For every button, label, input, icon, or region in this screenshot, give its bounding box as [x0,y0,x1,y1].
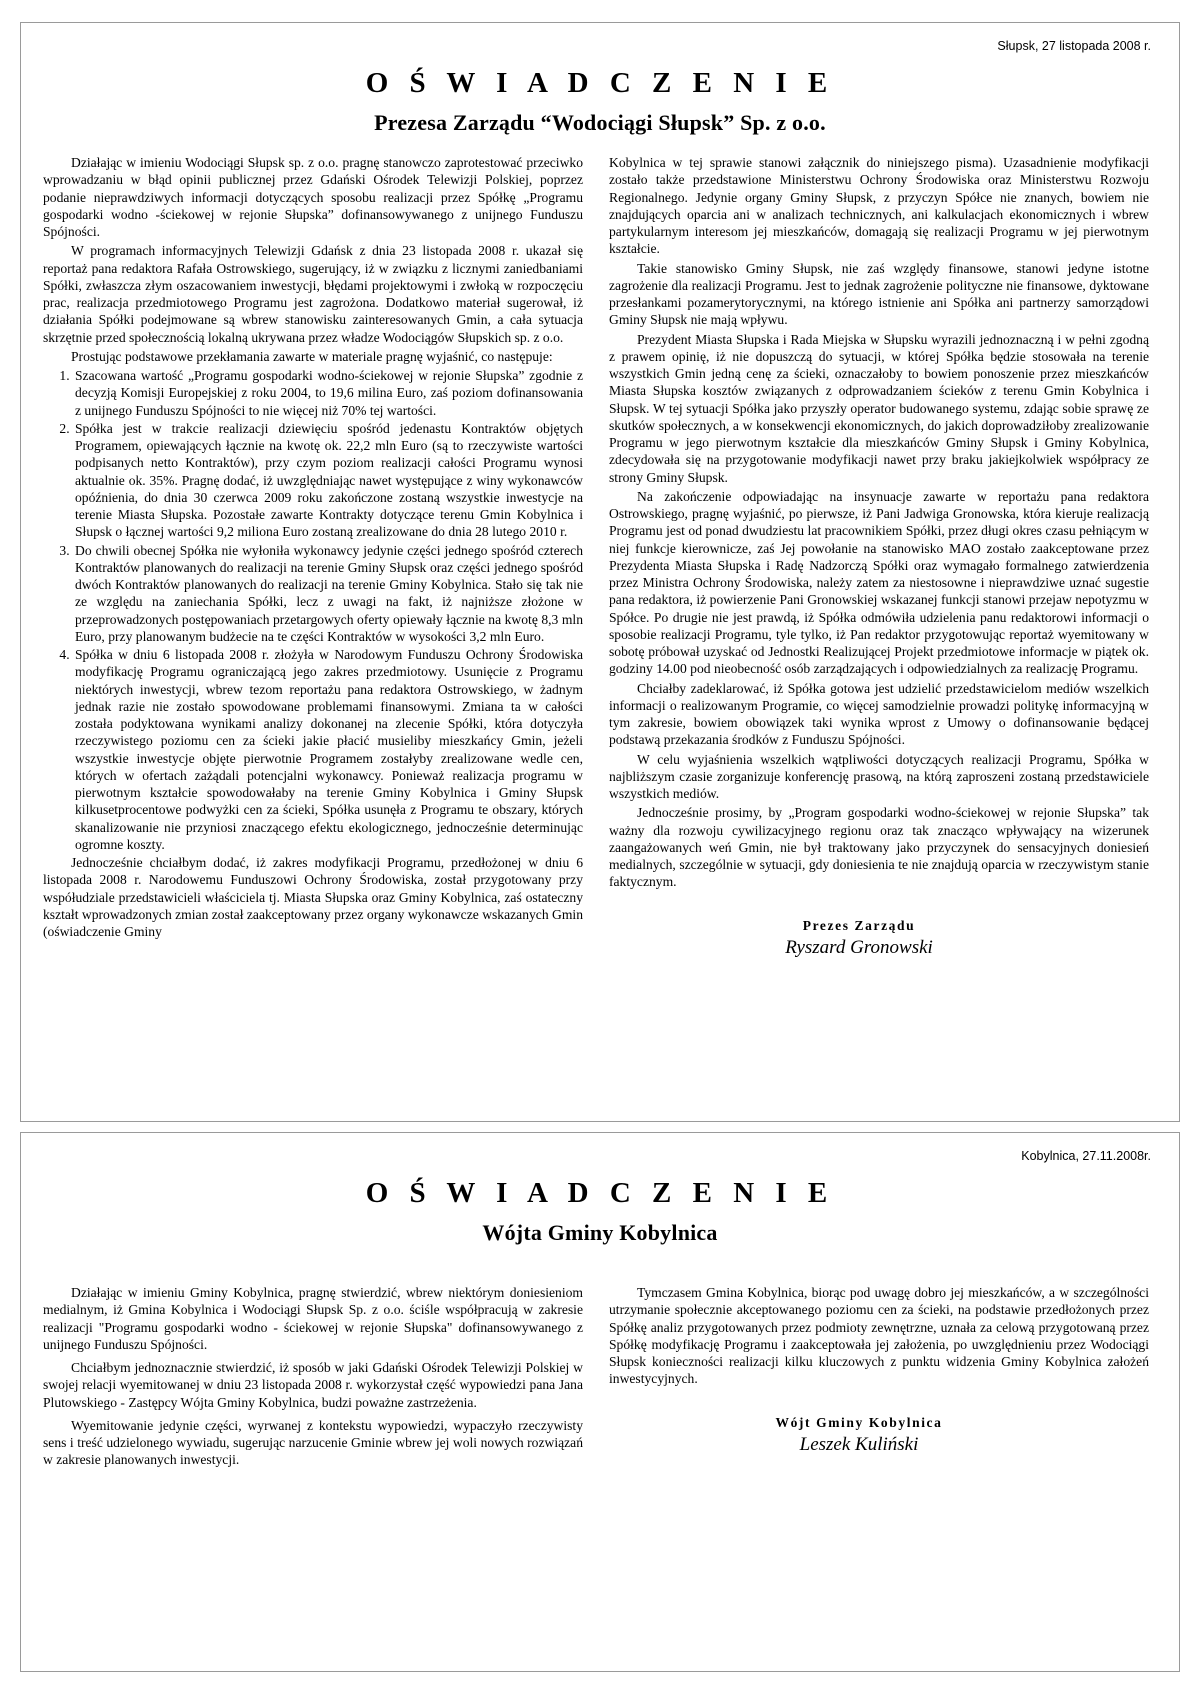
paragraph: Jednocześnie prosimy, by „Program gospodarki wodno-ściekowej w rejonie Słupska” tak ważny dla rozwoju cywilizacyjnego regionu oraz tak znacząco wpływający na wizerunek zaangażowanych weń Gmin, nie był traktowany jako przyczynek do sensacyjnych doniesień medialnych, szczególnie w sytuacji, gdy doniesienia te nie znajdują oparcia w rzeczywistym stanie faktycznym. [609,805,1149,890]
document-1-date: Słupsk, 27 listopada 2008 r. [997,39,1151,53]
paragraph: Działając w imieniu Wodociągi Słupsk sp. z o.o. pragnę stanowczo zaprotestować przeciwko wprowadzaniu w błąd opinii publicznej przez Gdański Ośrodek Telewizji Polskiej, poprzez podanie nieprawdziwych informacji dotyczących sposobu realizacji przez Spółkę „Programu gospodarki wodno -ściekowej w rejonie Słupska” dofinansowywanego z unijnego Funduszu Spójności. [43,155,583,239]
document-1-numbered-list [43,367,583,853]
document-2-signature [609,1414,1149,1457]
signature-title: Wójt Gminy Kobylnica [775,1414,943,1430]
paragraph: Jednocześnie chciałbym dodać, iż zakres modyfikacji Programu, przedłożonej w dniu 6 listopada 2008 r. Narodowemu Funduszowi Ochrony Środowiska, został przygotowany przy współudziale przedstawicieli właściciela tj. Miasta Słupska oraz Gminy Kobylnica, zaś ostateczny kształt wprowadzonych zmian został zaakceptowany przez organy wykonawcze wskazanych Gmin (oświadczenie Gminy [43,855,583,939]
document-2-columns [43,1284,1157,1469]
signature-title: Prezes Zarządu [802,917,916,933]
document-2-title: O Ś W I A D C Z E N I E [365,1177,835,1209]
statement-document-1 [20,22,1180,1122]
document-1-subtitle: Prezesa Zarządu “Wodociągi Słupsk” Sp. z o.o. [374,110,826,135]
paragraph: Chciałby zadeklarować, iż Spółka gotowa jest udzielić przedstawicielom mediów wszelkich informacji o realizowanym Programie, co więcej samodzielnie prowadzi politykę informacyjną w tym zakresie, bowiem obowiązek taki wynika wprost z Umowy o dofinansowanie będącej podstawą przekazania środków z Funduszu Spójności. [609,680,1149,748]
paragraph: W programach informacyjnych Telewizji Gdańsk z dnia 23 listopada 2008 r. ukazał się reportaż pana redaktora Rafała Ostrowskiego, sugerujący, iż w związku z licznymi zaniedbaniami Spółki, zwłaszcza złym oszacowaniem inwestycji, błędami projektowymi i zwłoką w rozpoczęciu prac, realizacja przedmiotowego Programu jest zagrożona. Dodatkowo materiał sugerował, iż działania Spółki podejmowane są wbrew stanowisku zainteresowanych Gmin, a cała sytuacja skrzętnie przed społecznością lokalną ukrywana przez władze Wodociągów Słupskich sp. z o.o. [43,243,583,345]
paragraph: Kobylnica w tej sprawie stanowi załącznik do niniejszego pisma). Uzasadnienie modyfikacji zostało także przedstawione Ministerstwu Ochrony Środowiska oraz Ministerstwu Rozwoju Regionalnego. Jedynie organy Gminy Słupsk, z przyczyn Spółce nie znanych, bowiem nie znajdujących oparcia ani w analizach technicznych, ani kalkulacjach ekonomicznych i wbrew partykularnym interesom jej mieszkańców, domagają się realizacji Programu w jej pierwotnym kształcie. [609,155,1149,257]
document-1-right-column [609,154,1149,960]
list-item: 4. Spółka w dniu 6 listopada 2008 r. złożyła w Narodowym Funduszu Ochrony Środowiska modyfikację Programu ograniczającą jego zakres przedmiotowy. Usunięcie z Programu niektórych inwestycji, wbrew tezom reportażu pana redaktora Ostrowskiego, w żadnym jednak razie nie zostało spowodowane problemami finansowymi. Zmiana ta w całości została podyktowana wynikami analizy dokonanej na zlecenie Spółki, która dotyczyła rzeczywistego poziomu cen za ścieki jakie płacić musieliby mieszkańcy Gmin, jeżeli wszystkie inwestycje objęte pierwotnie Programem zostałyby zrealizowane wedle cen, których w ofertach zażądali potencjalni wykonawcy. Ponieważ realizacja programu w pierwotnym kształcie spowodowałaby na terenie Gminy Kobylnica i Gminy Słupsk kilkusetprocentowe podwyżki cen za ścieki, Spółka usunęła z Programu te obszary, których skanalizowanie nie przyniosi znaczącego efektu ekologicznego, jednocześnie determinując ogromne koszty. [73,646,583,853]
document-2-date: Kobylnica, 27.11.2008r. [1021,1149,1151,1163]
paragraph: Wyemitowanie jedynie części, wyrwanej z kontekstu wypowiedzi, wypaczyło rzeczywisty sens i treść udzielonego wywiadu, sugerując narzucenie Gminie wbrew jej woli nowych rozwiązań w zakresie planowanych inwestycji. [43,1417,583,1468]
paragraph: W celu wyjaśnienia wszelkich wątpliwości dotyczących realizacji Programu, Spółka w najbliższym czasie zorganizuje konferencję prasową, na którą zaproszeni zostaną przedstawiciele wszystkich mediów. [609,751,1149,801]
statement-document-2 [20,1132,1180,1672]
paragraph: Prostując podstawowe przekłamania zawarte w materiale pragnę wyjaśnić, co następuje: [71,348,553,364]
document-1-columns [43,154,1157,960]
document-2-right-column [609,1284,1149,1469]
document-1-signature [609,917,1149,960]
list-item: 1. Szacowana wartość „Programu gospodarki wodno-ściekowej w rejonie Słupska” zgodnie z decyzją Komisji Europejskiej z roku 2004, to 19,6 milina Euro, zaś poziom dofinansowania z unijnego Funduszu Spójności to nie więcej niż 70% tej wartości. [73,367,583,419]
paragraph: Chciałbym jednoznacznie stwierdzić, iż sposób w jaki Gdański Ośrodek Telewizji Polskiej w swojej relacji wyemitowanej w dniu 23 listopada 2008 r. wykorzystał część wypowiedzi pana Jana Plutowskiego - Zastępcy Wójta Gminy Kobylnica, budzi poważne zastrzeżenia. [43,1360,583,1410]
list-item: 2. Spółka jest w trakcie realizacji dziewięciu spośród jedenastu Kontraktów objętych Programem, opiewających łącznie na kwotę ok. 22,2 mln Euro (są to rzeczywiste wartości podpisanych netto Kontraktów), przy czym poziom realizacji całości Programu wynosi aktualnie ok. 35%. Pragnę dodać, iż uwzględniając nawet występujące z winy wykonawców opóźnienia, do dnia 30 czerwca 2009 roku zakończone zostaną wszystkie inwestycje na terenie Miasta Słupska. Pozostałe zawarte Kontrakty dotyczące terenu Gmin Kobylnica i Słupsk o łącznej wartości 9,2 miliona Euro zostaną zrealizowane do dnia 28 lutego 2010 r. [73,420,583,541]
document-2-left-column [43,1284,583,1469]
document-1-title: O Ś W I A D C Z E N I E [365,67,835,99]
paragraph: Na zakończenie odpowiadając na insynuacje zawarte w reportażu pana redaktora Ostrowskiego, pragnę wyjaśnić, po pierwsze, iż Pani Jadwiga Gronowska, która kieruje realizacją Programu jest od ponad dwudziestu lat pracownikiem Spółki, przez długi okres czasu pełniącym w niej funkcje kierownicze, zaś Jej powołanie na stanowisko MAO zostało zaakceptowane przez Prezydenta Miasta Słupska i Radę Nadzorczą Spółki oraz wymagało formalnego zatwierdzenia przez Ministra Ochrony Środowiska, należy zatem za niestosowne i nieprawdziwe uznać sugestie pana redaktora, iż powierzenie Pani Gronowskiej wskazanej funkcji stanowi przejaw nepotyzmu w Spółce. Po drugie nie jest prawdą, iż Spółka odmówiła udzielenia panu redaktorowi informacji o sposobie realizacji Programu, tyle tylko, iż Pan redaktor przygotowując reportaż wyemitowany w sobotę próbował uzyskać od Jednostki Realizującej Projekt przedmiotowe informacje w piątek ok. godziny 14.00 pod nieobecność osób zarządzających i odpowiedzialnych za realizację Programu. [609,488,1149,677]
document-2-subtitle: Wójta Gminy Kobylnica [482,1220,718,1245]
paragraph: Prezydent Miasta Słupska i Rada Miejska w Słupsku wyrazili jednoznaczną i w pełni zgodną z prawem opinię, iż nie dopuszczą do sytuacji, w której Spółka będzie stosowała na terenie wszystkich Gmin jedną cenę za ścieki, oznaczałoby to bowiem ponoszenie przez mieszkańców Miasta Słupska kosztów związanych z odprowadzaniem ścieków z terenu Gmin Kobylnica i Słupsk. W tej sytuacji Spółka jako przyszły operator budowanego systemu, zdając sobie sprawę ze skutków społecznych, a w konsekwencji ekonomicznych, do jakich doprowadziłoby zrealizowanie Programu w jego pierwotnym kształcie dla mieszkańców Gminy Słupsk i Gminy Kobylnica, zdecydowała się na przygotowanie modyfikacji nawet przy braku jakiejkolwiek współpracy ze strony Gminy Słupsk. [609,331,1149,485]
signature-name: Leszek Kuliński [799,1433,919,1455]
paragraph: Tymczasem Gmina Kobylnica, biorąc pod uwagę dobro jej mieszkańców, a w szczególności utrzymanie społecznie akceptowanego poziomu cen za ścieki, na podstawie przedłożonych przez Spółkę analiz przygotowanych przez podmioty zewnętrzne, uznała za celową przygotowaną przez Spółkę modyfikację Programu i zaakceptowała jej założenia, po uwzględnieniu przez Wodociągi Słupsk konieczności realizacji kilku kluczowych z punktu widzenia Gminy Kobylnica założeń inwestycyjnych. [609,1285,1149,1387]
paragraph: Działając w imieniu Gminy Kobylnica, pragnę stwierdzić, wbrew niektórym doniesieniom medialnym, iż Gmina Kobylnica i Wodociągi Słupsk Sp. z o.o. ściśle współpracują w zakresie realizacji "Programu gospodarki wodno - ściekowej w rejonie Słupska" dofinansowywanego z unijnego Funduszu Spójności. [43,1285,583,1352]
paragraph: Takie stanowisko Gminy Słupsk, nie zaś względy finansowe, stanowi jedyne istotne zagrożenie dla realizacji Programu. Jest to jednak zagrożenie polityczne nie finansowe, dyktowane przesłankami pozamerytorycznymi, na którego istnienie ani Spółka ani partnerzy samorządowi Gminy Słupsk nie mają wpływu. [609,260,1149,328]
list-item: 3. Do chwili obecnej Spółka nie wyłoniła wykonawcy jedynie części jednego spośród czterech Kontraktów planowanych do realizacji na terenie Gminy Słupsk oraz części jednego spośród dwóch Kontraktów planowanych do realizacji na terenie Gminy Kobylnica. Stało się tak nie ze względu na zaniechania Spółki, lecz z uwagi na fakt, iż najniższe złożone w przeprowadzonych postępowaniach przetargowych oferty opiewały łącznie na kwotę 8,3 mln Euro, przy planowanym budżecie na te części Kontraktów w wysokości 3,2 mln Euro. [73,542,583,646]
document-1-left-column [43,154,583,960]
signature-name: Ryszard Gronowski [785,936,933,958]
